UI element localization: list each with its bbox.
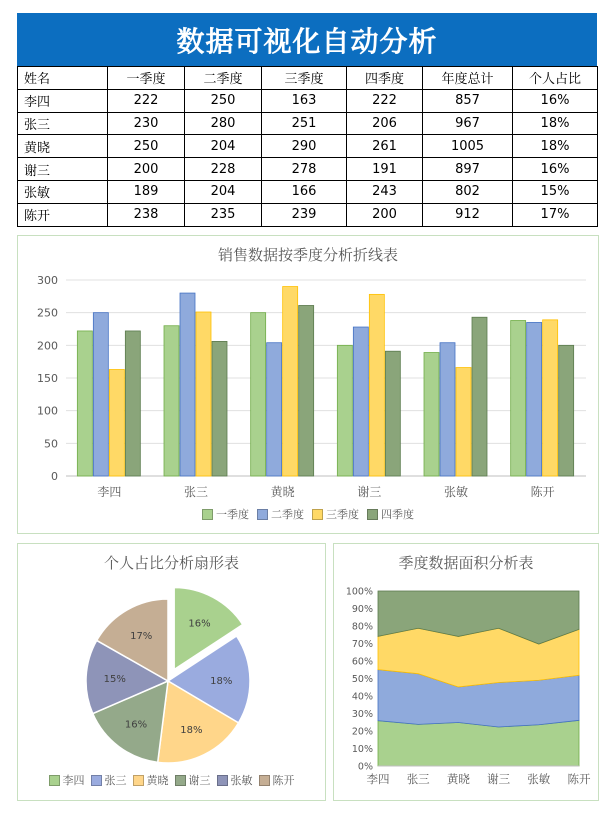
column-header: 年度总计 (423, 67, 513, 90)
table-row (18, 158, 598, 181)
pie-data-label: 16% (188, 618, 211, 630)
legend-item (259, 772, 295, 788)
y-tick-label: 30% (351, 709, 373, 720)
pie-data-label: 15% (103, 674, 126, 686)
legend-swatch (259, 775, 270, 786)
pie-data-label: 16% (124, 719, 148, 731)
pie-chart-legend (18, 772, 325, 788)
table-cell: 912 (423, 203, 513, 226)
area-chart (334, 544, 598, 800)
table-cell: 222 (347, 89, 423, 112)
y-tick-label: 80% (351, 621, 373, 633)
legend-item (257, 506, 304, 522)
y-tick-label: 20% (351, 726, 373, 738)
bar-一季度-张三 (164, 326, 179, 476)
bar-三季度-张三 (196, 312, 211, 476)
bar-二季度-谢三 (353, 327, 368, 476)
bar-chart (18, 236, 598, 533)
pie-data-label: 17% (130, 630, 153, 642)
bar-四季度-张三 (212, 341, 227, 476)
table-cell: 张敏 (18, 180, 108, 203)
table-row (18, 180, 598, 203)
report-title: 数据可视化自动分析 (17, 13, 597, 66)
y-tick-label: 50% (351, 674, 373, 685)
x-tick-label: 黄晓 (270, 485, 295, 499)
x-tick-label: 张敏 (443, 485, 469, 499)
legend-label: 四季度 (381, 508, 414, 521)
x-tick-label: 张三 (406, 772, 430, 786)
bar-一季度-谢三 (337, 345, 352, 476)
bar-四季度-陈开 (559, 345, 574, 476)
y-tick-label: 0 (51, 470, 58, 483)
x-tick-label: 陈开 (530, 485, 555, 499)
x-tick-label: 陈开 (567, 772, 591, 786)
legend-label: 三季度 (326, 508, 359, 521)
pie-chart-title: 个人占比分析扇形表 (103, 554, 239, 572)
legend-label: 黄晓 (146, 774, 169, 787)
y-tick-label: 300 (37, 274, 58, 287)
table-cell: 222 (108, 89, 185, 112)
x-tick-label: 张敏 (527, 772, 551, 786)
table-cell: 1005 (423, 135, 513, 158)
x-tick-label: 谢三 (357, 485, 382, 499)
table-cell: 谢三 (18, 158, 108, 181)
legend-label: 张敏 (230, 774, 253, 787)
x-tick-label: 谢三 (487, 772, 511, 786)
x-tick-label: 李四 (366, 772, 390, 786)
bar-三季度-黄晓 (283, 287, 298, 476)
area-chart-panel (333, 543, 599, 801)
table-cell: 235 (185, 203, 262, 226)
table-cell: 967 (423, 112, 513, 135)
table-cell: 238 (108, 203, 185, 226)
y-tick-label: 90% (351, 604, 373, 615)
bar-二季度-张敏 (440, 343, 455, 476)
legend-label: 谢三 (188, 774, 211, 787)
y-tick-label: 250 (37, 306, 58, 320)
table-cell: 204 (185, 135, 262, 158)
table-cell: 200 (108, 158, 185, 181)
x-tick-label: 李四 (97, 485, 122, 499)
column-header: 二季度 (185, 67, 262, 90)
table-cell: 191 (347, 158, 423, 181)
table-cell: 802 (423, 180, 513, 203)
table-cell: 18% (513, 135, 598, 158)
table-cell: 897 (423, 158, 513, 181)
table-cell: 280 (185, 112, 262, 135)
bar-一季度-黄晓 (251, 313, 266, 476)
legend-swatch (133, 775, 144, 786)
table-cell: 李四 (18, 89, 108, 112)
legend-item (312, 506, 359, 522)
legend-label: 张三 (104, 774, 127, 787)
legend-item (367, 506, 414, 522)
table-cell: 17% (513, 203, 598, 226)
table-cell: 251 (262, 112, 347, 135)
bar-四季度-谢三 (385, 351, 400, 476)
column-header: 三季度 (262, 67, 347, 90)
pie-chart (18, 544, 325, 800)
legend-item (217, 772, 253, 788)
y-tick-label: 200 (37, 339, 58, 353)
table-row (18, 89, 598, 112)
bar-二季度-陈开 (527, 322, 542, 476)
table-cell: 228 (185, 158, 262, 181)
bar-三季度-陈开 (543, 320, 558, 476)
y-tick-label: 100% (345, 586, 373, 598)
pie-data-label: 18% (180, 724, 203, 736)
column-header: 姓名 (18, 67, 108, 90)
bar-chart-title: 销售数据按季度分析折线表 (217, 246, 398, 264)
table-cell: 243 (347, 180, 423, 203)
y-tick-label: 60% (351, 656, 373, 668)
table-cell: 16% (513, 89, 598, 112)
legend-swatch (367, 509, 378, 520)
legend-swatch (202, 509, 213, 520)
table-cell: 206 (347, 112, 423, 135)
table-cell: 250 (185, 89, 262, 112)
y-tick-label: 0% (357, 761, 373, 773)
bar-三季度-张敏 (456, 368, 471, 476)
table-header-row (18, 67, 598, 90)
legend-item (49, 772, 85, 788)
area-chart-title: 季度数据面积分析表 (398, 554, 534, 572)
legend-swatch (312, 509, 323, 520)
bar-四季度-李四 (125, 331, 140, 476)
legend-item (202, 506, 249, 522)
table-cell: 261 (347, 135, 423, 158)
table-cell: 163 (262, 89, 347, 112)
table-body (18, 89, 598, 226)
table-cell: 278 (262, 158, 347, 181)
legend-swatch (257, 509, 268, 520)
table-cell: 857 (423, 89, 513, 112)
table-cell: 290 (262, 135, 347, 158)
bar-三季度-李四 (109, 370, 124, 476)
y-tick-label: 70% (351, 639, 373, 650)
legend-label: 陈开 (272, 774, 295, 787)
pie-data-label: 18% (210, 675, 233, 687)
legend-swatch (217, 775, 228, 786)
table-cell: 16% (513, 158, 598, 181)
bar-四季度-黄晓 (299, 305, 314, 476)
legend-item (91, 772, 127, 788)
bar-chart-legend (18, 506, 598, 522)
bar-一季度-陈开 (511, 321, 526, 476)
table-cell: 166 (262, 180, 347, 203)
table-cell: 18% (513, 112, 598, 135)
legend-label: 一季度 (216, 508, 249, 521)
legend-item (133, 772, 169, 788)
x-tick-label: 张三 (183, 485, 209, 499)
legend-swatch (91, 775, 102, 786)
y-tick-label: 40% (351, 691, 373, 703)
table-cell: 204 (185, 180, 262, 203)
table-cell: 189 (108, 180, 185, 203)
table-row (18, 112, 598, 135)
pie-chart-panel (17, 543, 326, 801)
column-header: 个人占比 (513, 67, 598, 90)
column-header: 一季度 (108, 67, 185, 90)
column-header: 四季度 (347, 67, 423, 90)
bar-一季度-李四 (77, 331, 92, 476)
legend-swatch (49, 775, 60, 786)
x-tick-label: 黄晓 (446, 772, 470, 786)
bar-四季度-张敏 (472, 317, 487, 476)
y-tick-label: 100 (37, 404, 58, 418)
table-cell: 张三 (18, 112, 108, 135)
table-cell: 200 (347, 203, 423, 226)
bar-二季度-李四 (93, 313, 108, 476)
area-series-一季度 (378, 720, 579, 766)
bar-chart-panel (17, 235, 599, 534)
bar-三季度-谢三 (369, 294, 384, 476)
table-cell: 15% (513, 180, 598, 203)
table-cell: 239 (262, 203, 347, 226)
legend-label: 李四 (62, 774, 85, 787)
table-row (18, 203, 598, 226)
table-row (18, 135, 598, 158)
legend-item (175, 772, 211, 788)
table-cell: 黄晓 (18, 135, 108, 158)
table-cell: 250 (108, 135, 185, 158)
bar-二季度-黄晓 (267, 343, 282, 476)
legend-label: 二季度 (271, 508, 304, 521)
bar-二季度-张三 (180, 293, 195, 476)
legend-swatch (175, 775, 186, 786)
y-tick-label: 150 (37, 372, 58, 385)
y-tick-label: 50 (44, 437, 58, 451)
table-cell: 230 (108, 112, 185, 135)
bar-一季度-张敏 (424, 353, 439, 476)
y-tick-label: 10% (351, 744, 373, 755)
table-cell: 陈开 (18, 203, 108, 226)
sales-table (17, 66, 598, 227)
